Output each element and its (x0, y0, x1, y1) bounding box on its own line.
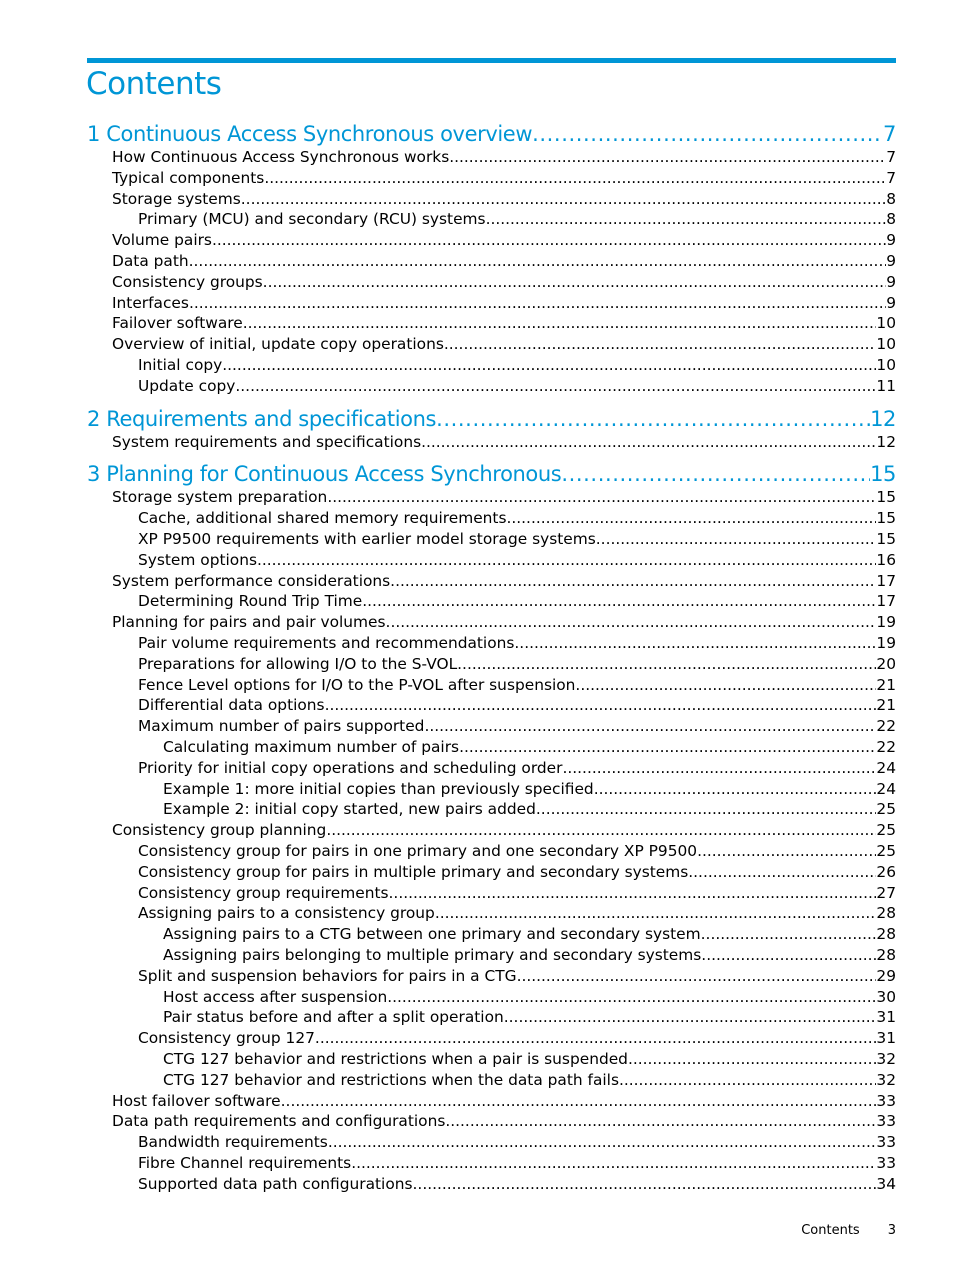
toc-entry[interactable] (138, 676, 896, 697)
toc-dot-leader (486, 210, 887, 228)
toc-entry[interactable] (138, 863, 896, 884)
toc-entry-title: System requirements and specifications (112, 432, 422, 451)
toc-entry-page: 9 (886, 231, 896, 250)
toc-entry-page: 33 (876, 1133, 896, 1152)
toc-dot-leader (362, 592, 876, 610)
toc-entry[interactable] (163, 738, 896, 759)
toc-entry[interactable] (138, 717, 896, 738)
toc-entry[interactable] (163, 780, 896, 801)
toc-entry-page: 25 (876, 821, 896, 840)
toc-entry-title: Assigning pairs to a CTG between one primary and secondary system (163, 925, 701, 944)
toc-entry-title: Example 2: initial copy started, new pairs added (163, 800, 536, 819)
toc-entry-page: 29 (876, 966, 896, 985)
toc-entry-page: 25 (876, 800, 896, 819)
toc-entry-title: Differential data options (138, 696, 325, 715)
toc-entry-title: Assigning pairs belonging to multiple primary and secondary systems (163, 946, 702, 964)
toc-dot-leader (444, 335, 877, 353)
toc-entry-title: System options (138, 550, 257, 569)
toc-entry-page: 8 (886, 210, 896, 229)
toc-entry-title: Data path (112, 252, 189, 270)
toc-entry[interactable] (138, 634, 896, 655)
toc-dot-leader (413, 1175, 877, 1193)
toc-entry-title: Planning for pairs and pair volumes (112, 613, 386, 632)
toc-entry-page: 15 (876, 509, 896, 528)
toc-entry[interactable] (138, 1029, 896, 1050)
toc-dot-leader (281, 1092, 877, 1110)
toc-dot-leader (701, 946, 876, 964)
toc-dot-leader (241, 190, 886, 208)
toc-entry-page: 28 (876, 925, 896, 944)
page-footer (801, 1223, 896, 1238)
toc-entry[interactable] (112, 488, 896, 509)
toc-entry-page: 19 (876, 634, 896, 652)
toc-entry-page: 30 (876, 987, 896, 1006)
toc-entry-title: Consistency groups (112, 272, 263, 291)
toc-entry-title: Maximum number of pairs supported (138, 717, 425, 736)
toc-entry-title: Consistency group 127 (138, 1029, 315, 1048)
toc-chapter-entry[interactable] (87, 122, 896, 150)
toc-entry-title: Storage system preparation (112, 488, 328, 507)
toc-entry-page: 32 (876, 1050, 896, 1068)
toc-entry-page: 10 (876, 335, 896, 354)
toc-entry[interactable] (163, 988, 896, 1009)
toc-entry-title: Pair volume requirements and recommendations (138, 634, 515, 652)
toc-dot-leader (575, 676, 876, 694)
toc-entry[interactable] (163, 1008, 896, 1029)
toc-dot-leader (212, 231, 886, 249)
toc-dot-leader (424, 717, 876, 735)
toc-entry-title: Initial copy (138, 356, 223, 374)
toc-entry[interactable] (138, 210, 896, 231)
toc-entry-title: CTG 127 behavior and restrictions when a pair is suspended (163, 1050, 628, 1068)
toc-dot-leader (628, 1050, 876, 1068)
toc-entry-title: Fence Level options for I/O to the P-VOL after suspension (138, 675, 576, 694)
toc-entry-page: 11 (876, 376, 896, 395)
toc-dot-leader (436, 407, 870, 431)
toc-dot-leader (697, 842, 876, 860)
toc-entry[interactable] (138, 842, 896, 863)
toc-entry[interactable] (138, 377, 896, 398)
toc-entry-page: 28 (876, 946, 896, 964)
toc-entry-page: 21 (876, 675, 896, 694)
toc-dot-leader (594, 780, 877, 798)
toc-entry-title: Supported data path configurations (138, 1174, 413, 1193)
toc-dot-leader (235, 377, 876, 395)
toc-entry-page: 17 (876, 592, 896, 611)
toc-entry-page: 12 (870, 406, 896, 431)
toc-entry-page: 19 (876, 613, 896, 632)
toc-dot-leader (327, 488, 876, 506)
toc-entry-page: 17 (876, 571, 896, 590)
footer-label: Contents (801, 1223, 860, 1238)
toc-entry-title: Consistency group planning (112, 821, 327, 840)
toc-entry[interactable] (112, 1092, 896, 1113)
toc-entry[interactable] (163, 1050, 896, 1071)
toc-entry[interactable] (112, 335, 896, 356)
toc-entry-title: Host failover software (112, 1091, 281, 1110)
toc-entry-page: 16 (876, 550, 896, 569)
toc-dot-leader (517, 967, 877, 985)
toc-dot-leader (351, 1154, 876, 1172)
toc-entry[interactable] (138, 904, 896, 925)
toc-entry[interactable] (163, 946, 896, 967)
toc-entry-page: 9 (886, 272, 896, 291)
toc-entry-title: Determining Round Trip Time (138, 592, 363, 611)
toc-dot-leader (459, 738, 876, 756)
toc-entry[interactable] (163, 1071, 896, 1092)
toc-entry[interactable] (138, 530, 896, 551)
toc-entry-page: 10 (876, 314, 896, 333)
toc-entry[interactable] (138, 967, 896, 988)
toc-entry[interactable] (138, 551, 896, 572)
toc-entry-page: 10 (876, 356, 896, 374)
toc-dot-leader (328, 1133, 877, 1151)
toc-entry-title: 1 Continuous Access Synchronous overview (87, 122, 533, 146)
toc-entry-title: Assigning pairs to a consistency group (138, 904, 435, 923)
toc-entry-page: 33 (876, 1154, 896, 1172)
toc-entry[interactable] (112, 294, 896, 315)
toc-entry-title: 3 Planning for Continuous Access Synchronous (87, 462, 562, 487)
toc-entry[interactable] (138, 356, 896, 377)
toc-dot-leader (514, 634, 876, 652)
toc-entry-page: 7 (886, 148, 896, 166)
toc-entry-title: Bandwidth requirements (138, 1133, 328, 1152)
toc-entry-title: Overview of initial, update copy operations (112, 335, 444, 354)
toc-entry-page: 22 (876, 738, 896, 756)
toc-dot-leader (445, 1112, 876, 1130)
toc-entry-title: Example 1: more initial copies than previously specified (163, 779, 594, 798)
toc-entry[interactable] (163, 800, 896, 821)
toc-dot-leader (457, 655, 876, 673)
toc-dot-leader (561, 462, 870, 486)
toc-dot-leader (449, 148, 886, 166)
toc-entry[interactable] (138, 696, 896, 717)
toc-dot-leader (263, 273, 887, 291)
toc-dot-leader (504, 1008, 877, 1026)
toc-entry[interactable] (138, 509, 896, 530)
toc-dot-leader (222, 356, 876, 374)
toc-dot-leader (257, 551, 876, 569)
toc-dot-leader (688, 863, 876, 881)
toc-entry-page: 9 (886, 252, 896, 270)
toc-entry-title: Storage systems (112, 189, 241, 208)
toc-entry-title: Primary (MCU) and secondary (RCU) systems (138, 210, 486, 229)
toc-dot-leader (315, 1029, 876, 1047)
toc-entry[interactable] (138, 1175, 896, 1196)
toc-dot-leader (264, 169, 886, 187)
toc-entry-title: Calculating maximum number of pairs (163, 738, 460, 756)
toc-entry-title: System performance considerations (112, 571, 391, 590)
toc-entry-title: Fibre Channel requirements (138, 1154, 352, 1172)
toc-dot-leader (435, 904, 877, 922)
toc-entry[interactable] (112, 231, 896, 252)
toc-entry[interactable] (163, 925, 896, 946)
toc-entry-title: Priority for initial copy operations and scheduling order (138, 758, 563, 777)
toc-dot-leader (506, 509, 876, 527)
toc-dot-leader (386, 613, 877, 631)
toc-entry-page: 15 (876, 530, 896, 548)
toc-entry[interactable] (138, 655, 896, 676)
toc-dot-leader (596, 530, 877, 548)
toc-entry-title: Preparations for allowing I/O to the S-VOL (138, 654, 458, 673)
toc-entry-page: 24 (876, 758, 896, 777)
toc-entry-page: 7 (883, 122, 896, 146)
toc-entry-title: Volume pairs (112, 231, 212, 250)
toc-entry-page: 9 (886, 293, 896, 312)
toc-entry-title: Update copy (138, 376, 236, 395)
toc-entry-page: 31 (876, 1008, 896, 1027)
toc-dot-leader (701, 925, 877, 943)
toc-entry-title: XP P9500 requirements with earlier model storage systems (138, 530, 596, 548)
toc-chapter-entry[interactable] (87, 407, 896, 435)
toc-entry-page: 26 (876, 862, 896, 881)
toc-entry-title: Cache, additional shared memory requirements (138, 509, 507, 528)
toc-entry[interactable] (138, 1133, 896, 1154)
toc-dot-leader (189, 252, 887, 270)
top-rule (87, 58, 896, 63)
toc-entry[interactable] (112, 190, 896, 211)
toc-dot-leader (390, 572, 876, 590)
toc-entry[interactable] (112, 252, 896, 273)
toc-entry-page: 22 (876, 717, 896, 736)
toc-dot-leader (243, 314, 877, 332)
toc-entry-title: Consistency group requirements (138, 883, 389, 902)
toc-entry-title: Interfaces (112, 293, 189, 312)
toc-entry-page: 24 (876, 779, 896, 798)
toc-dot-leader (189, 294, 886, 312)
toc-entry[interactable] (138, 884, 896, 905)
toc-entry-page: 8 (886, 189, 896, 208)
toc-entry-page: 27 (876, 883, 896, 902)
footer-page-number: 3 (887, 1223, 896, 1238)
toc-entry-page: 34 (876, 1174, 896, 1193)
toc-entry-page: 33 (876, 1112, 896, 1131)
page-title: Contents (86, 66, 222, 102)
toc-entry[interactable] (112, 821, 896, 842)
toc-entry[interactable] (138, 592, 896, 613)
toc-entry-page: 32 (876, 1070, 896, 1089)
toc-entry-page: 31 (876, 1029, 896, 1048)
toc-dot-leader (536, 800, 877, 818)
toc-dot-leader (421, 433, 876, 451)
toc-entry[interactable] (138, 1154, 896, 1175)
toc-dot-leader (532, 122, 883, 146)
toc-entry[interactable] (112, 433, 896, 454)
toc-entry-title: Consistency group for pairs in one primary and one secondary XP P9500 (138, 842, 698, 860)
toc-entry-title: How Continuous Access Synchronous works (112, 148, 450, 166)
toc-entry-title: CTG 127 behavior and restrictions when the data path fails (163, 1070, 619, 1089)
toc-entry[interactable] (112, 613, 896, 634)
toc-entry[interactable] (112, 273, 896, 294)
toc-dot-leader (562, 759, 876, 777)
toc-entry[interactable] (138, 759, 896, 780)
toc-entry-title: 2 Requirements and specifications (87, 406, 437, 431)
toc-dot-leader (387, 988, 876, 1006)
toc-entry-title: Data path requirements and configurations (112, 1112, 446, 1131)
toc-entry-page: 28 (876, 904, 896, 923)
toc-entry-page: 12 (876, 432, 896, 451)
toc-dot-leader (389, 884, 877, 902)
toc-entry-page: 33 (876, 1091, 896, 1110)
toc-entry[interactable] (112, 169, 896, 190)
toc-entry-title: Typical components (112, 168, 265, 187)
toc-entry[interactable] (112, 1112, 896, 1133)
toc-dot-leader (619, 1071, 876, 1089)
toc-dot-leader (325, 696, 877, 714)
toc-entry[interactable] (112, 572, 896, 593)
toc-entry[interactable] (112, 314, 896, 335)
toc-entry-title: Pair status before and after a split operation (163, 1008, 504, 1027)
toc-chapter-entry[interactable] (87, 462, 896, 490)
toc-entry-title: Consistency group for pairs in multiple primary and secondary systems (138, 862, 689, 881)
toc-dot-leader (326, 821, 876, 839)
toc-entry-page: 15 (876, 488, 896, 507)
toc-entry-page: 7 (886, 168, 896, 187)
toc-entry-title: Failover software (112, 314, 243, 333)
toc-entry-page: 21 (876, 696, 896, 715)
toc-entry-page: 20 (876, 654, 896, 673)
toc-entry-title: Host access after suspension (163, 987, 388, 1006)
toc-entry-page: 25 (876, 842, 896, 860)
toc-entry-page: 15 (870, 462, 896, 487)
toc-entry[interactable] (112, 148, 896, 169)
toc-entry-title: Split and suspension behaviors for pairs in a CTG (138, 966, 517, 985)
